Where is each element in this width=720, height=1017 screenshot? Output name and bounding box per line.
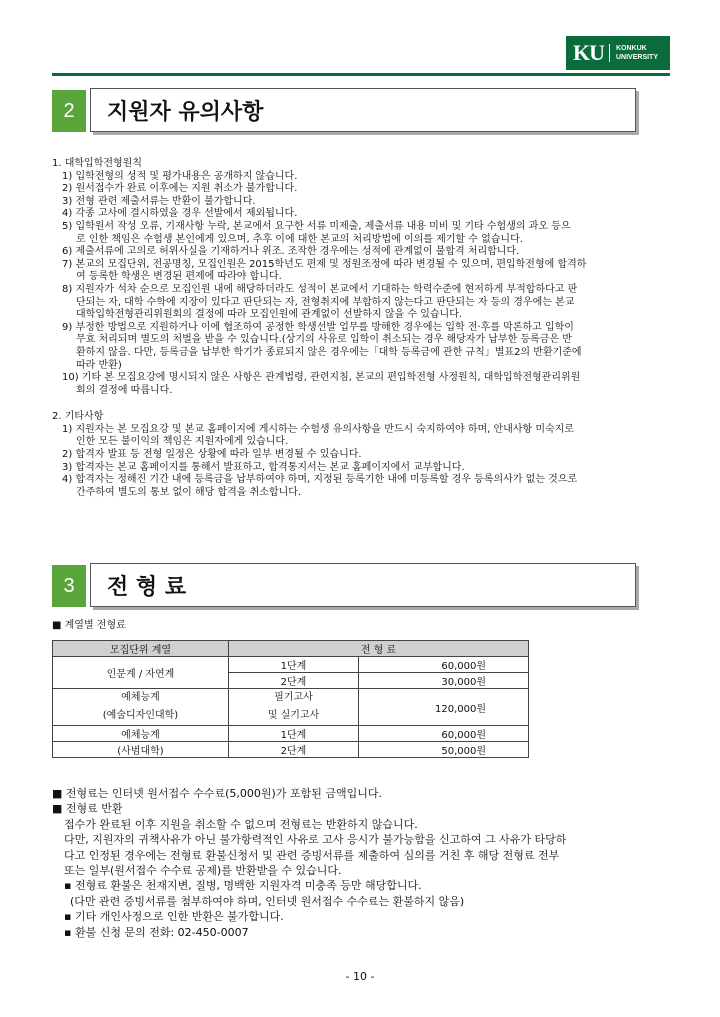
list-item: 1) 입학전형의 성적 및 평가내용은 공개하지 않습니다. — [62, 170, 298, 182]
list-item-cont: 환하지 않음. 다만, 등록금을 납부한 학기가 종료되지 않은 경우에는「대학 등록금에 관한 규칙」별표2의 반환기준에 — [76, 346, 582, 358]
fee-cell: 50,000원 — [359, 742, 529, 758]
section-number: 2 — [52, 90, 86, 132]
section-title: 지원자 유의사항 — [90, 88, 636, 132]
section-3-heading — [52, 563, 636, 607]
stage-cell — [229, 689, 359, 726]
group-line: 예체능계 — [121, 692, 160, 703]
logo-text — [609, 44, 658, 62]
list-item: 3) 합격자는 본교 홈페이지를 통해서 발표하고, 합격통지서는 본교 홈페이지에서 교부합니다. — [62, 461, 465, 473]
group-cell: (사범대학) — [53, 742, 229, 758]
list-item: 7) 본교의 모집단위, 전공명칭, 모집인원은 2015학년도 편제 및 정원조정에 따라 변경될 수 있으며, 편입학전형에 합격하 — [62, 258, 587, 270]
section-number: 3 — [52, 565, 86, 607]
list-item: 2) 원서접수가 완료 이후에는 지원 취소가 불가합니다. — [62, 183, 298, 195]
list-item-cont: 무효 처리되며 별도의 처벌을 받을 수 있습니다.(상기의 사유로 입학이 취소되는 경우 해당자가 납부한 등록금은 반 — [76, 334, 572, 346]
note-bullet: ▪ 기타 개인사정으로 인한 반환은 불가합니다. — [64, 910, 284, 924]
table-header-row — [53, 641, 529, 657]
note-inclusion: ■ 전형료는 인터넷 원서접수 수수료(5,000원)가 포함된 금액입니다. — [52, 787, 382, 800]
fee-table — [52, 640, 529, 758]
stage-cell: 2단계 — [229, 742, 359, 758]
group-cell — [53, 689, 229, 726]
note-line: 또는 일부(원서접수 수수료 공제)를 반환받을 수 있습니다. — [64, 864, 342, 878]
table-row — [53, 726, 529, 742]
section-2-body — [52, 158, 586, 499]
note-bullet: ▪ 환불 신청 문의 전화: 02-450-0007 — [64, 925, 249, 939]
note-line: (다만 관련 증빙서류를 첨부하여야 하며, 인터넷 원서접수 수수료는 환불하지 않음) — [70, 894, 465, 908]
group-line: (예술디자인대학) — [102, 710, 179, 721]
stage-cell: 1단계 — [229, 657, 359, 673]
list-item-cont: 회의 결정에 따릅니다. — [76, 384, 173, 396]
list-item-cont: 대학입학전형관리위원회의 결정에 따라 모집인원에 관계없이 선발하지 않을 수 있습니다. — [76, 309, 463, 321]
logo-line2: UNIVERSITY — [616, 54, 659, 61]
table-row — [53, 689, 529, 726]
note-line: 다만, 지원자의 귀책사유가 아닌 불가항력적인 사유로 고사 응시가 불가능함을 신고하여 그 사유가 타당하 — [64, 833, 567, 847]
list-item-cont: 간주하여 별도의 통보 없이 해당 합격을 취소합니다. — [76, 486, 302, 498]
fee-cell: 30,000원 — [359, 673, 529, 689]
list-item: 3) 전형 관련 제출서류는 반환이 불가합니다. — [62, 195, 256, 207]
konkuk-logo — [566, 36, 670, 70]
logo-line1: KONKUK — [616, 45, 647, 52]
list-item: 6) 제출서류에 고의로 허위사실을 기재하거나 위조. 조작한 경우에는 성적에 관계없이 불합격 처리합니다. — [62, 246, 520, 258]
table-row — [53, 657, 529, 673]
note-refund-title: ■ 전형료 반환 — [52, 802, 123, 816]
stage-cell: 1단계 — [229, 726, 359, 742]
list-item: 4) 각종 고사에 결시하였을 경우 선발에서 제외됩니다. — [62, 208, 298, 220]
col-header: 전 형 료 — [229, 641, 529, 657]
list-item: 8) 지원자가 석차 순으로 모집인원 내에 해당하더라도 성적이 본교에서 기대하는 학력수준에 현저하게 부적합하다고 판 — [62, 283, 578, 295]
section-title: 전 형 료 — [90, 563, 636, 607]
stage-line: 및 실기고사 — [267, 710, 320, 721]
list-item: 5) 입학원서 작성 오류, 기재사항 누락, 본교에서 요구한 서류 미제출, 제출서류 내용 미비 및 기타 수험생의 과오 등으 — [62, 220, 571, 232]
note-line: 다고 인정된 경우에는 전형료 환불신청서 및 관련 증빙서류를 제출하여 심의를 거친 후 해당 전형료 전부 — [64, 848, 560, 862]
page-number: - 10 - — [345, 970, 375, 983]
part2-title: 2. 기타사항 — [52, 411, 104, 423]
note-bullet: ▪ 전형료 환불은 천재지변, 질병, 명백한 지원자격 미충족 등만 해당합니다. — [64, 879, 422, 893]
stage-cell: 2단계 — [229, 673, 359, 689]
list-item-cont: 단되는 자, 대학 수학에 지장이 있다고 판단되는 자, 전형취지에 부합하지 않는다고 판단되는 자 등의 경우에는 본교 — [76, 296, 575, 308]
list-item: 9) 부정한 방법으로 지원하거나 이에 협조하여 공정한 학생선발 업무를 방해한 경우에는 입학 전·후를 막론하고 입학이 — [62, 321, 574, 333]
list-item: 2) 합격자 발표 등 전형 일정은 상황에 따라 일부 변경될 수 있습니다. — [62, 449, 362, 461]
part1-title: 1. 대학입학전형원칙 — [52, 158, 142, 169]
stage-line: 필기고사 — [274, 692, 313, 703]
fee-cell: 60,000원 — [359, 726, 529, 742]
header-rule — [52, 73, 670, 76]
list-item: 1) 지원자는 본 모집요강 및 본교 홈페이지에 게시하는 수험생 유의사항을 반드시 숙지하여야 하며, 안내사항 미숙지로 — [62, 423, 574, 435]
table-row — [53, 742, 529, 758]
list-item-cont: 로 인한 책임은 수험생 본인에게 있으며, 추후 이에 대한 본교의 처리방법에 이의를 제기할 수 없습니다. — [76, 233, 523, 245]
fee-notes — [52, 786, 672, 940]
col-header: 모집단위 계열 — [53, 641, 229, 657]
list-item-cont: 따라 반환) — [76, 359, 122, 371]
table-caption: ■ 계열별 전형료 — [52, 620, 126, 631]
group-cell: 인문계 / 자연계 — [53, 657, 229, 689]
fee-cell: 60,000원 — [359, 657, 529, 673]
list-item-cont: 인한 모든 불이익의 책임은 지원자에게 있습니다. — [76, 436, 289, 448]
list-item: 10) 기타 본 모집요강에 명시되지 않은 사항은 관계법령, 관련지침, 본교의 편입학전형 사정원칙, 대학입학전형관리위원 — [62, 372, 581, 384]
note-line: 접수가 완료된 이후 지원을 취소할 수 없으며 전형료는 반환하지 않습니다. — [64, 817, 418, 831]
list-item-cont: 여 등록한 학생은 변경된 편제에 따라야 합니다. — [76, 271, 282, 283]
logo-mark: KU — [573, 40, 604, 65]
fee-cell: 120,000원 — [359, 689, 529, 726]
group-cell: 예체능계 — [53, 726, 229, 742]
list-item: 4) 합격자는 정해진 기간 내에 등록금을 납부하여야 하며, 지정된 등록기한 내에 미등록할 경우 등록의사가 없는 것으로 — [62, 474, 578, 486]
section-2-heading — [52, 88, 636, 132]
